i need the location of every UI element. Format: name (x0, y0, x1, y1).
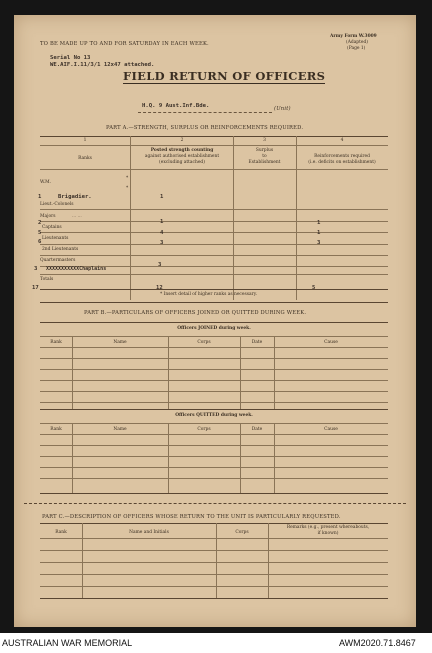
quitted-col-cause: Cause (324, 427, 338, 432)
posted-totals: 12 (156, 285, 163, 291)
quitted-col-rule-4 (274, 423, 275, 493)
quitted-title: Officers QUITTED during week. (175, 413, 253, 418)
unit-label: (Unit) (274, 106, 291, 112)
unit-underline (138, 112, 272, 113)
form-title: FIELD RETURN OF OFFICERS (123, 69, 326, 83)
part-a-col-rule-1 (130, 136, 131, 300)
rank-row-captains: Captains (42, 225, 62, 230)
form-instruction: TO BE MADE UP TO AND FOR SATURDAY IN EACH WEEK. (40, 41, 209, 47)
col-header-surplus-2: to (262, 154, 267, 159)
joined-header-rule (40, 347, 388, 348)
col-header-reinf-2: (i.e. deficits on establishment) (308, 160, 376, 165)
joined-title: Officers JOINED during week. (177, 326, 251, 331)
row-num-brigadier: 1 (38, 194, 42, 200)
rank-row-totals: Totals (40, 277, 54, 282)
rank-row-brigadier: Brigadier. (58, 194, 92, 200)
rank-row-chaplains: XXXXXXXXXXXChaplains (46, 266, 107, 272)
joined-bottom-rule (40, 409, 388, 410)
posted-lieutenants: 4 (160, 230, 164, 236)
joined-col-rule-4 (274, 336, 275, 409)
joined-col-name: Name (113, 340, 127, 345)
reinf-lieutenants: 1 (317, 230, 321, 236)
asterisk-mark-2: * (126, 186, 129, 191)
reinf-totals: 5 (312, 285, 316, 291)
army-form-number: Army Form W.3009 (330, 34, 377, 39)
perforation-line (24, 503, 406, 504)
joined-title-rule (40, 336, 388, 337)
joined-col-date: Date (251, 340, 263, 345)
quitted-row-rule-4 (40, 478, 388, 479)
col-header-posted-1: Posted strength counting (150, 148, 214, 153)
quitted-col-rule-1 (72, 423, 73, 493)
part-c-col-rank: Rank (55, 530, 67, 535)
part-a-top-rule (40, 136, 388, 137)
quitted-bottom-rule (40, 493, 388, 494)
part-c-col-remarks-2: if known) (317, 531, 339, 536)
quitted-row-rule-3 (40, 467, 388, 468)
row-num-2nd-lieutenants: 6 (38, 239, 42, 245)
archive-caption-bar (0, 634, 432, 653)
part-c-row-rule-2 (40, 562, 388, 563)
rank-row-wm: W.M. (40, 180, 52, 185)
part-b-heading: PART B.—PARTICULARS OF OFFICERS JOINED OR QUITTED DURING WEEK. (84, 310, 307, 316)
row-num-lieutenants: 5 (38, 230, 42, 236)
col-header-surplus-1: Surplus (255, 148, 274, 153)
col-header-ranks: Ranks (78, 156, 92, 161)
serial-number: Serial No 13 (50, 55, 91, 61)
row-num-totals: 17 (32, 285, 39, 291)
row-rule-5 (40, 255, 388, 256)
form-sheet (14, 15, 416, 627)
row-rule-1 (40, 209, 388, 210)
army-form-adapted: (Adapted) (346, 40, 369, 45)
quitted-col-corps: Corps (197, 427, 211, 432)
part-c-col-rule-2 (216, 523, 217, 598)
quitted-row-rule-1 (40, 445, 388, 446)
joined-row-rule-3 (40, 380, 388, 381)
col-number-4: 4 (340, 138, 344, 143)
row-rule-3 (40, 232, 388, 233)
col-header-posted-2: against authorised establishment (144, 154, 220, 159)
quitted-col-date: Date (251, 427, 263, 432)
rank-row-lieut-colonels: Lieut.-Colonels (40, 202, 74, 207)
part-a-footnote: * Insert detail of higher ranks as necessary. (160, 292, 258, 297)
part-a-bottom-rule (40, 302, 388, 303)
joined-row-rule-5 (40, 402, 388, 403)
part-a-header-rule (40, 169, 388, 170)
accession-number: AWM2020.71.8467 (339, 638, 416, 648)
rank-row-2nd-lieutenants: 2nd Lieutenants (42, 247, 79, 252)
part-c-header-rule (40, 538, 388, 539)
col-header-surplus-3: Establishment (248, 160, 281, 165)
quitted-col-rule-2 (168, 423, 169, 493)
part-c-col-remarks-1: Remarks (e.g., present whereabouts, (286, 525, 370, 530)
quitted-title-rule (40, 423, 388, 424)
posted-chaplains: 3 (158, 262, 162, 268)
joined-col-corps: Corps (197, 340, 211, 345)
reinf-2nd-lieutenants: 3 (317, 240, 321, 246)
part-c-col-rule-1 (82, 523, 83, 598)
col-number-1: 1 (83, 138, 87, 143)
joined-col-rule-3 (240, 336, 241, 409)
quitted-col-rank: Rank (50, 427, 62, 432)
col-header-posted-3: (excluding attached) (159, 160, 205, 165)
posted-2nd-lieutenants: 3 (160, 240, 164, 246)
part-c-col-name: Name and Initials (129, 530, 169, 535)
rank-row-quartermasters: Quartermasters (40, 258, 76, 263)
part-a-number-rule (40, 145, 388, 146)
col-number-2: 2 (180, 138, 184, 143)
row-rule-7 (40, 274, 388, 275)
part-c-row-rule-3 (40, 574, 388, 575)
part-c-row-rule-1 (40, 550, 388, 551)
quitted-header-rule (40, 434, 388, 435)
form-reference: WE.AIF.I.11/3/1 12x47 attached. (50, 62, 155, 68)
part-c-bottom-rule (40, 598, 388, 599)
quitted-col-rule-3 (240, 423, 241, 493)
row-num-chaplains: 3 (34, 266, 38, 272)
joined-col-rank: Rank (50, 340, 62, 345)
unit-value: H.Q. 9 Aust.Inf.Bde. (142, 103, 210, 109)
rank-row-lieutenants: Lieutenants (42, 236, 69, 241)
part-a-col-rule-3 (296, 136, 297, 300)
quitted-col-name: Name (113, 427, 127, 432)
asterisk-mark-1: * (126, 176, 129, 181)
joined-col-rule-2 (168, 336, 169, 409)
quitted-row-rule-2 (40, 456, 388, 457)
dots-majors: ... ... (72, 214, 82, 219)
part-c-heading: PART C.—DESCRIPTION OF OFFICERS WHOSE RETURN TO THE UNIT IS PARTICULARLY REQUESTED. (42, 514, 341, 520)
posted-brigadier: 1 (160, 194, 164, 200)
posted-captains: 1 (160, 219, 164, 225)
part-c-row-rule-4 (40, 586, 388, 587)
row-num-captains: 2 (38, 220, 42, 226)
part-b-top-rule (40, 322, 388, 323)
part-a-heading: PART A.—STRENGTH, SURPLUS OR REINFORCEMENTS REQUIRED. (106, 125, 304, 131)
part-c-top-rule (40, 523, 388, 524)
col-header-reinf-1: Reinforcements required (314, 154, 370, 159)
joined-row-rule-4 (40, 391, 388, 392)
joined-row-rule-2 (40, 369, 388, 370)
row-rule-2 (40, 221, 388, 222)
joined-row-rule-1 (40, 358, 388, 359)
reinf-captains: 1 (317, 220, 321, 226)
part-a-col-rule-2 (233, 136, 234, 300)
col-number-3: 3 (263, 138, 266, 143)
rank-row-majors: Majors (40, 214, 56, 219)
part-c-col-corps: Corps (235, 530, 249, 535)
joined-col-rule-1 (72, 336, 73, 409)
row-rule-4 (40, 244, 388, 245)
part-c-col-rule-3 (268, 523, 269, 598)
joined-col-cause: Cause (324, 340, 338, 345)
totals-rule (40, 289, 388, 290)
army-form-page: (Page 1) (347, 46, 366, 51)
archive-name: AUSTRALIAN WAR MEMORIAL (2, 638, 133, 648)
